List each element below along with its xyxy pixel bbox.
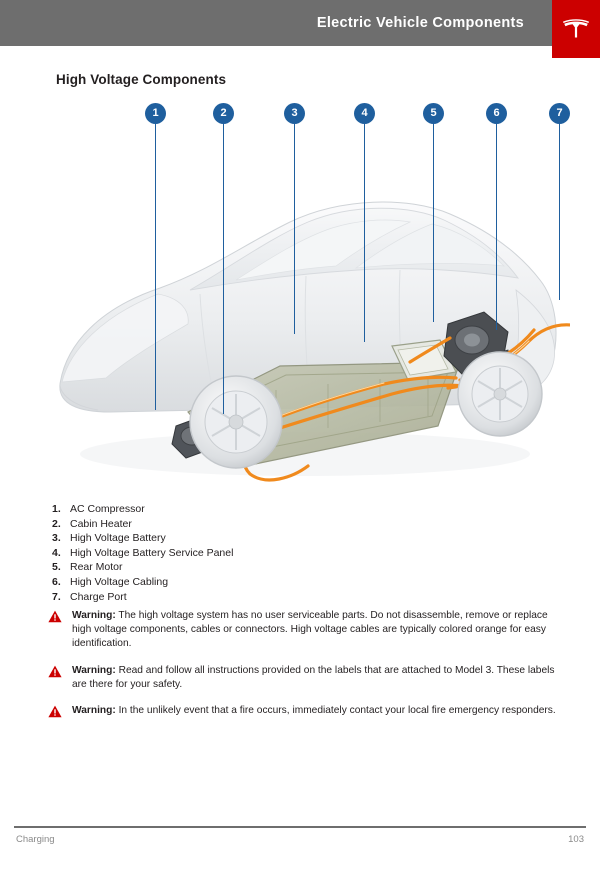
list-item [48,575,548,590]
list-item [48,560,548,575]
page-header [0,0,600,46]
warning-prefix: Warning: [72,664,116,676]
list-item [48,590,548,605]
page-content [0,46,600,826]
list-item-label: High Voltage Battery [70,532,166,545]
leader-line-4 [364,122,365,342]
list-item-number: 6. [52,575,61,588]
callout-1[interactable]: 1 [145,103,166,124]
list-item-number: 7. [52,590,61,603]
warnings-block [48,609,556,730]
warning-triangle-icon [48,704,72,718]
page-title: High Voltage Components [56,72,227,87]
page-number: 103 [568,834,584,845]
callout-3[interactable]: 3 [284,103,305,124]
list-item [48,546,548,561]
list-item-number: 2. [52,517,61,530]
warning-body: The high voltage system has no user serviceable parts. Do not disassemble, remove or replace high voltage components, cables or connectors. High voltage cables are typically colored orange for easy identification. [72,610,548,650]
list-item [48,531,548,546]
list-item [48,502,548,517]
leader-line-6 [496,122,497,330]
list-item-number: 1. [52,503,61,515]
leader-line-1 [155,122,156,410]
warning-triangle-icon [48,609,72,652]
warning-item [48,664,556,692]
header-title: Electric Vehicle Components [316,15,524,31]
page-footer [0,826,600,872]
leader-line-2 [223,122,224,414]
callout-2[interactable]: 2 [213,103,234,124]
warning-body: Read and follow all instructions provided on the labels that are attached to Model 3. These labels are there for your safety. [72,664,555,690]
tesla-t-logo-icon [563,18,589,40]
warning-text [72,609,556,652]
warning-prefix: Warning: [72,610,116,621]
warning-item [48,704,556,718]
list-item-number: 4. [52,546,61,559]
list-item-number: 5. [52,561,61,574]
warning-item [48,609,556,652]
warning-body: In the unlikely event that a fire occurs, immediately contact your local fire emergency responders. [115,705,556,717]
warning-text [72,664,556,692]
list-item-label: AC Compressor [70,503,145,515]
warning-text [72,704,556,718]
list-item-label: High Voltage Cabling [70,575,169,588]
leader-line-3 [294,122,295,334]
vehicle-diagram [40,94,570,494]
list-item-label: Rear Motor [70,561,123,574]
list-item [48,517,548,532]
callout-4[interactable]: 4 [354,103,375,124]
footer-chapter-label: Charging [16,834,55,845]
component-legend-list [48,502,548,604]
warning-triangle-icon [48,664,72,692]
warning-prefix: Warning: [72,705,116,717]
list-item-label: Cabin Heater [70,517,132,530]
list-item-number: 3. [52,532,61,545]
leader-line-5 [433,122,434,322]
footer-divider [14,826,586,828]
callout-5[interactable]: 5 [423,103,444,124]
callout-6[interactable]: 6 [486,103,507,124]
list-item-label: High Voltage Battery Service Panel [70,546,234,559]
list-item-label: Charge Port [70,590,127,603]
leader-line-7 [559,122,560,300]
vehicle-illustration-svg [40,94,570,494]
callout-7[interactable]: 7 [549,103,570,124]
